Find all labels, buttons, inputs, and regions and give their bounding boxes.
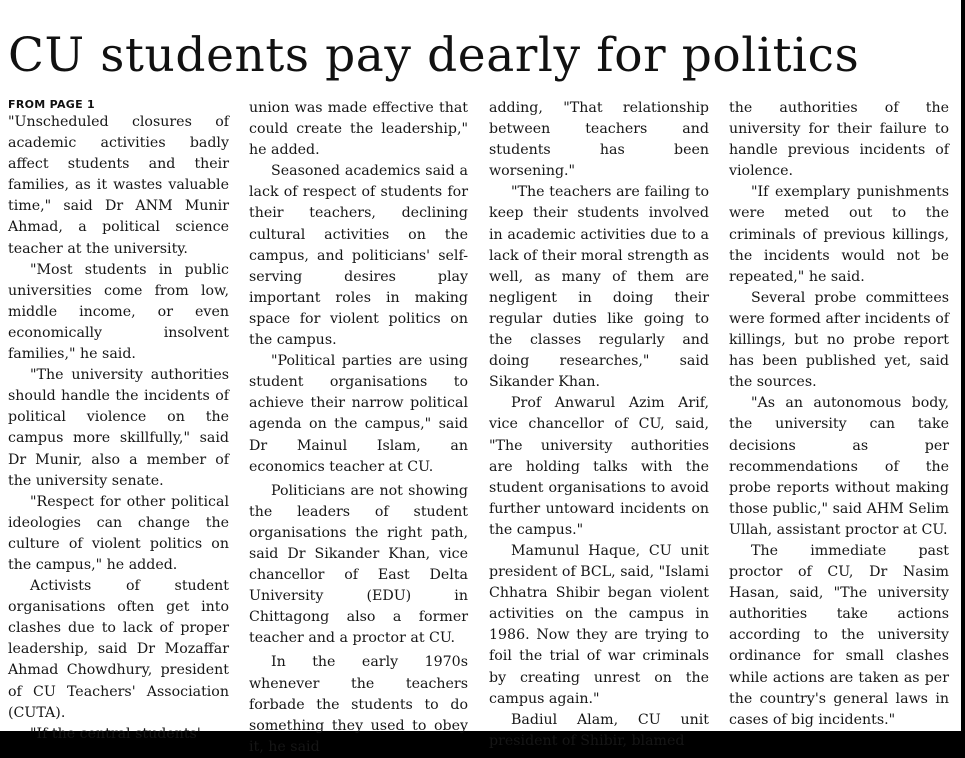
- paragraph: "Political parties are using student organisations to achieve their narrow political agenda on the campus," said Dr Mainul Islam, an economics teacher at CU.: [249, 353, 468, 475]
- paragraph: "The teachers are failing to keep their students involved in academic activities due to a lack of their moral strength as well, as many of them are negligent in doing their regular duties like going to the classes regularly and doing researches," said Sikander Khan.: [489, 184, 709, 391]
- paragraph: Mamunul Haque, CU unit president of BCL, said, "Islami Chhatra Shibir began violent activities on the campus in 1986. Now they are trying to foil the trial of war criminals by creating unrest on the campus again.": [489, 542, 709, 707]
- article-column-3: [489, 98, 709, 752]
- paragraph: "If the central students': [30, 725, 201, 742]
- paragraph: Activists of student organisations often get into clashes due to lack of proper leadership, said Dr Mozaffar Ahmad Chowdhury, president of CU Teachers' Association (CUTA).: [8, 578, 229, 721]
- paragraph: "As an autonomous body, the university can take decisions as per recommendations of the probe reports without making those public," said AHM Selim Ullah, assistant proctor at CU.: [729, 395, 949, 538]
- paragraph: Politicians are not showing the leaders of student organisations the right path, said Dr Sikander Khan, vice chancellor of East Delta University (EDU) in Chittagong also a former teacher and a proctor at CU.: [249, 482, 468, 647]
- paragraph: "The university authorities should handle the incidents of political violence on the campus more skillfully," said Dr Munir, also a member of the university senate.: [8, 367, 229, 489]
- paragraph: Badiul Alam, CU unit president of Shibir, blamed: [489, 711, 709, 749]
- paragraph: "Unscheduled closures of academic activities badly affect students and their families, as it wastes valuable time," said Dr ANM Munir Ahmad, a political science teacher at the university.: [8, 114, 229, 257]
- article-column-2: [249, 98, 468, 758]
- paragraph: Prof Anwarul Azim Arif, vice chancellor of CU, said, "The university authorities are holding talks with the student organisations to avoid further untoward incidents on the campus.": [489, 395, 709, 538]
- paragraph: the authorities of the university for their failure to handle previous incidents of violence.: [729, 100, 949, 180]
- paragraph: union was made effective that could create the leadership," he added.: [249, 100, 468, 159]
- paragraph: Several probe committees were formed after incidents of killings, but no probe report has been published yet, said the sources.: [729, 289, 949, 391]
- paragraph: In the early 1970s whenever the teachers forbade the students to do something they used to obey it, he said: [249, 654, 468, 755]
- headline: CU students pay dearly for politics: [8, 28, 860, 83]
- paragraph: adding, "That relationship between teachers and students has been worsening.": [489, 100, 709, 180]
- paragraph: "Most students in public universities come from low, middle income, or even economically insolvent families," he said.: [8, 261, 229, 363]
- article-column-1: [8, 98, 229, 745]
- paragraph: Seasoned academics said a lack of respect of students for their teachers, declining cultural activities on the campus, and politicians' self-serving desires play important roles in making space for violent politics on the campus.: [249, 163, 468, 349]
- paragraph: The immediate past proctor of CU, Dr Nasim Hasan, said, "The university authorities take actions according to the university ordinance for small clashes while actions are taken as per the country's general laws in cases of big incidents.": [729, 542, 949, 728]
- paragraph: "Respect for other political ideologies can change the culture of violent politics on the campus," he added.: [8, 493, 229, 573]
- paragraph: "If exemplary punishments were meted out to the criminals of previous killings, the incidents would not be repeated," he said.: [729, 184, 949, 285]
- article-column-4: [729, 98, 949, 731]
- continuation-kicker: FROM PAGE 1: [8, 98, 96, 111]
